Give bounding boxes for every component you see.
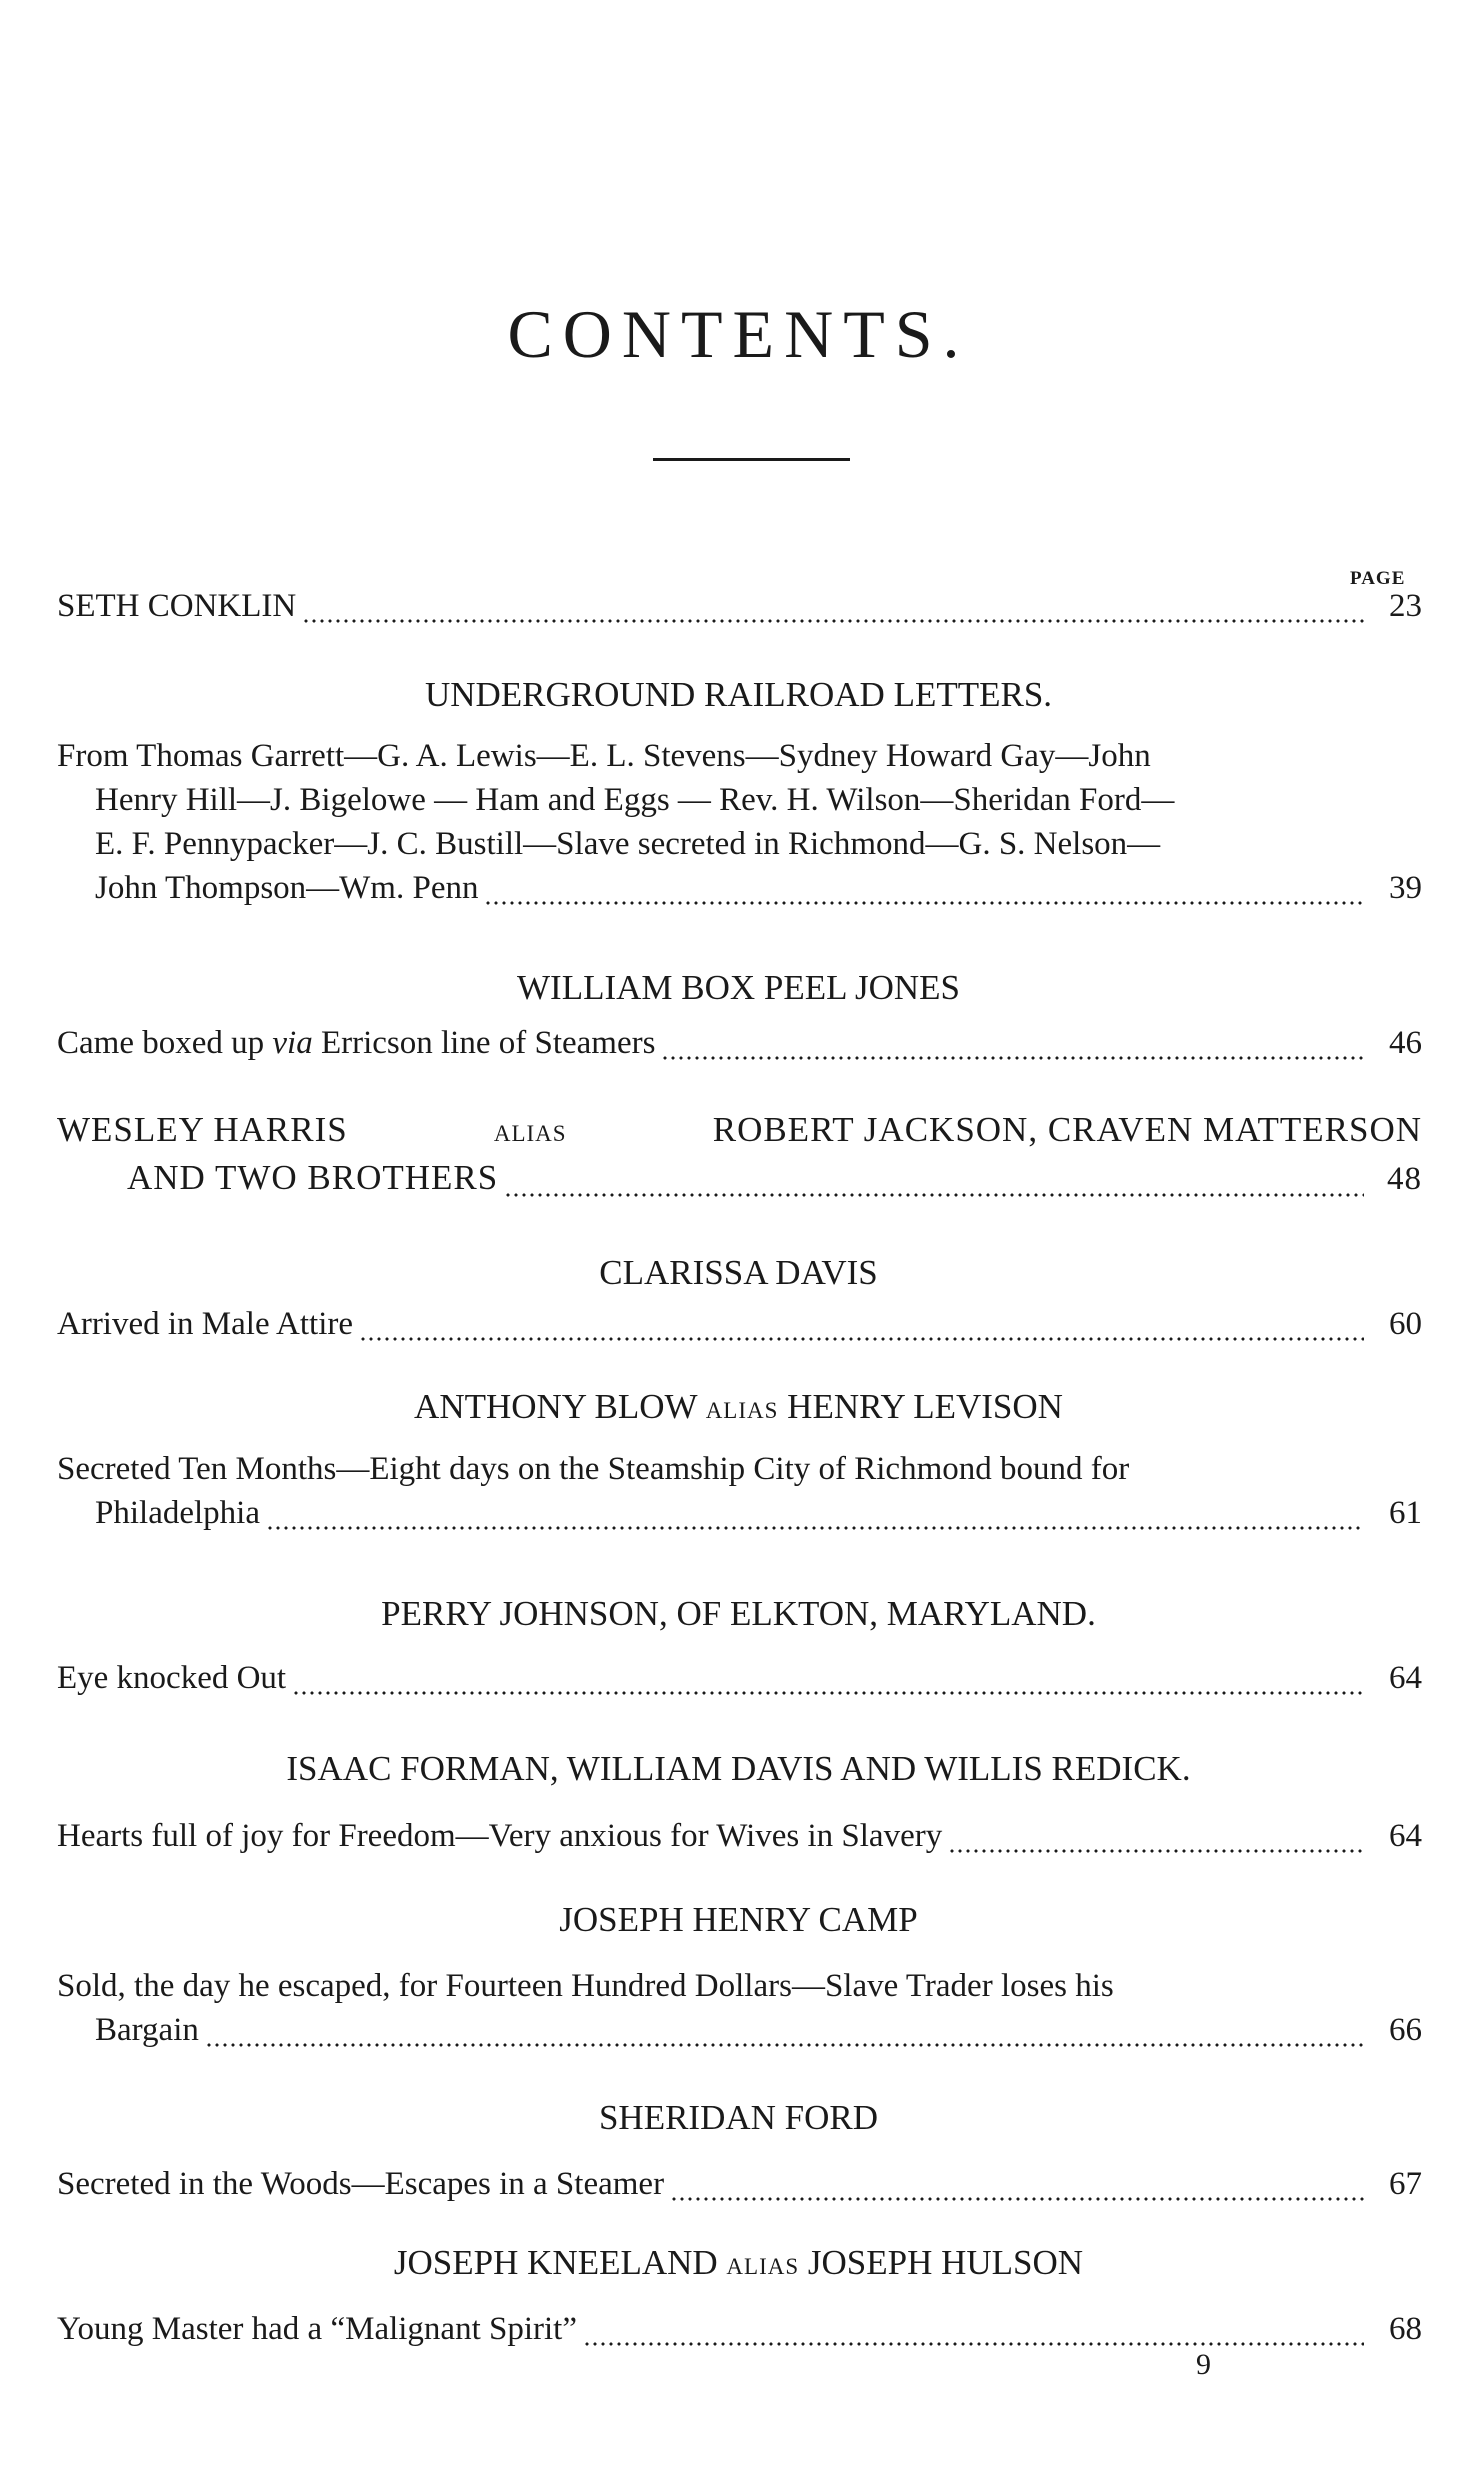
entry-clarissa-davis xyxy=(57,1306,1422,1350)
entry-title: Hearts full of joy for Freedom—Very anxious for Wives in Slavery xyxy=(57,1818,943,1854)
section-heading: UNDERGROUND RAILROAD LETTERS. xyxy=(424,675,1053,714)
page-number: 64 xyxy=(1389,1818,1422,1854)
page-number: 64 xyxy=(1389,1660,1422,1696)
dot-leader xyxy=(205,2043,1364,2047)
entry-title: Arrived in Male Attire xyxy=(57,1306,354,1342)
entry-isaac-forman xyxy=(57,1818,1422,1862)
dot-leader xyxy=(661,1056,1364,1060)
dot-leader xyxy=(266,1526,1364,1530)
section-heading: ISAAC FORMAN, WILLIAM DAVIS AND WILLIS REDICK. xyxy=(286,1749,1191,1788)
entry-seth-conklin xyxy=(57,588,1422,632)
dot-leader xyxy=(670,2197,1364,2201)
entry-line: AND TWO BROTHERS 48 xyxy=(127,1158,1422,1197)
page-number: 68 xyxy=(1389,2311,1422,2347)
entry-line: Philadelphia 61 xyxy=(95,1495,1422,1531)
section-heading: WILLIAM BOX PEEL JONES xyxy=(517,968,960,1007)
entry-line: WESLEY HARRIS ALIAS ROBERT JACKSON, CRAVEN MATTERSON xyxy=(57,1110,1422,1149)
dot-leader xyxy=(484,901,1364,905)
page-number: 46 xyxy=(1389,1025,1422,1061)
entry-perry-johnson xyxy=(57,1660,1422,1704)
entry-title: SETH CONKLIN xyxy=(57,588,297,624)
dot-leader xyxy=(302,619,1364,623)
entry-title: Young Master had a “Malignant Spirit” xyxy=(57,2311,577,2347)
page-number: 61 xyxy=(1389,1495,1422,1531)
entry-joseph-kneeland xyxy=(57,2311,1422,2355)
section-heading: SHERIDAN FORD xyxy=(598,2098,879,2137)
entry-line: Secreted Ten Months—Eight days on the Steamship City of Richmond bound for xyxy=(57,1451,1130,1487)
entry-title: Secreted in the Woods—Escapes in a Steamer xyxy=(57,2166,665,2202)
entry-william-box-peel-jones xyxy=(57,1025,1422,1069)
entry-line: Henry Hill—J. Bigelowe — Ham and Eggs — Rev. H. Wilson—Sheridan Ford— xyxy=(95,782,1175,818)
entry-anthony-blow xyxy=(57,1451,1422,1539)
entry-letters xyxy=(57,738,1422,914)
folio-page-number: 9 xyxy=(1196,2348,1211,2381)
dot-leader xyxy=(948,1849,1364,1853)
page-number: 66 xyxy=(1389,2012,1422,2048)
dot-leader xyxy=(583,2342,1364,2346)
entry-sheridan-ford xyxy=(57,2166,1422,2210)
dot-leader xyxy=(292,1691,1364,1695)
section-heading: ANTHONY BLOW ALIAS HENRY LEVISON xyxy=(414,1387,1063,1426)
entry-joseph-henry-camp xyxy=(57,1968,1422,2056)
page-number: 67 xyxy=(1389,2166,1422,2202)
page-title: CONTENTS. xyxy=(507,296,970,372)
entry-line: E. F. Pennypacker—J. C. Bustill—Slave secreted in Richmond—G. S. Nelson— xyxy=(95,826,1161,862)
title-rule xyxy=(653,458,850,461)
entry-wesley-harris xyxy=(57,1110,1422,1206)
page-number: 39 xyxy=(1389,870,1422,906)
page-number: 60 xyxy=(1389,1306,1422,1342)
entry-title: Came boxed up via Erricson line of Steamers xyxy=(57,1025,656,1061)
page-column-label: PAGE xyxy=(1350,568,1406,589)
section-heading: JOSEPH KNEELAND ALIAS JOSEPH HULSON xyxy=(393,2243,1084,2282)
entry-line: Sold, the day he escaped, for Fourteen Hundred Dollars—Slave Trader loses his xyxy=(57,1968,1114,2004)
entry-line: John Thompson—Wm. Penn 39 xyxy=(95,870,1422,906)
page-number: 48 xyxy=(1387,1161,1422,1197)
dot-leader xyxy=(359,1337,1364,1341)
section-heading: PERRY JOHNSON, OF ELKTON, MARYLAND. xyxy=(381,1594,1096,1633)
dot-leader xyxy=(504,1193,1364,1197)
entry-line: From Thomas Garrett—G. A. Lewis—E. L. Stevens—Sydney Howard Gay—John xyxy=(57,738,1151,774)
page-number: 23 xyxy=(1389,588,1422,624)
section-heading: CLARISSA DAVIS xyxy=(599,1253,878,1292)
entry-title: Eye knocked Out xyxy=(57,1660,287,1696)
entry-line: Bargain 66 xyxy=(95,2012,1422,2048)
section-heading: JOSEPH HENRY CAMP xyxy=(559,1900,918,1939)
